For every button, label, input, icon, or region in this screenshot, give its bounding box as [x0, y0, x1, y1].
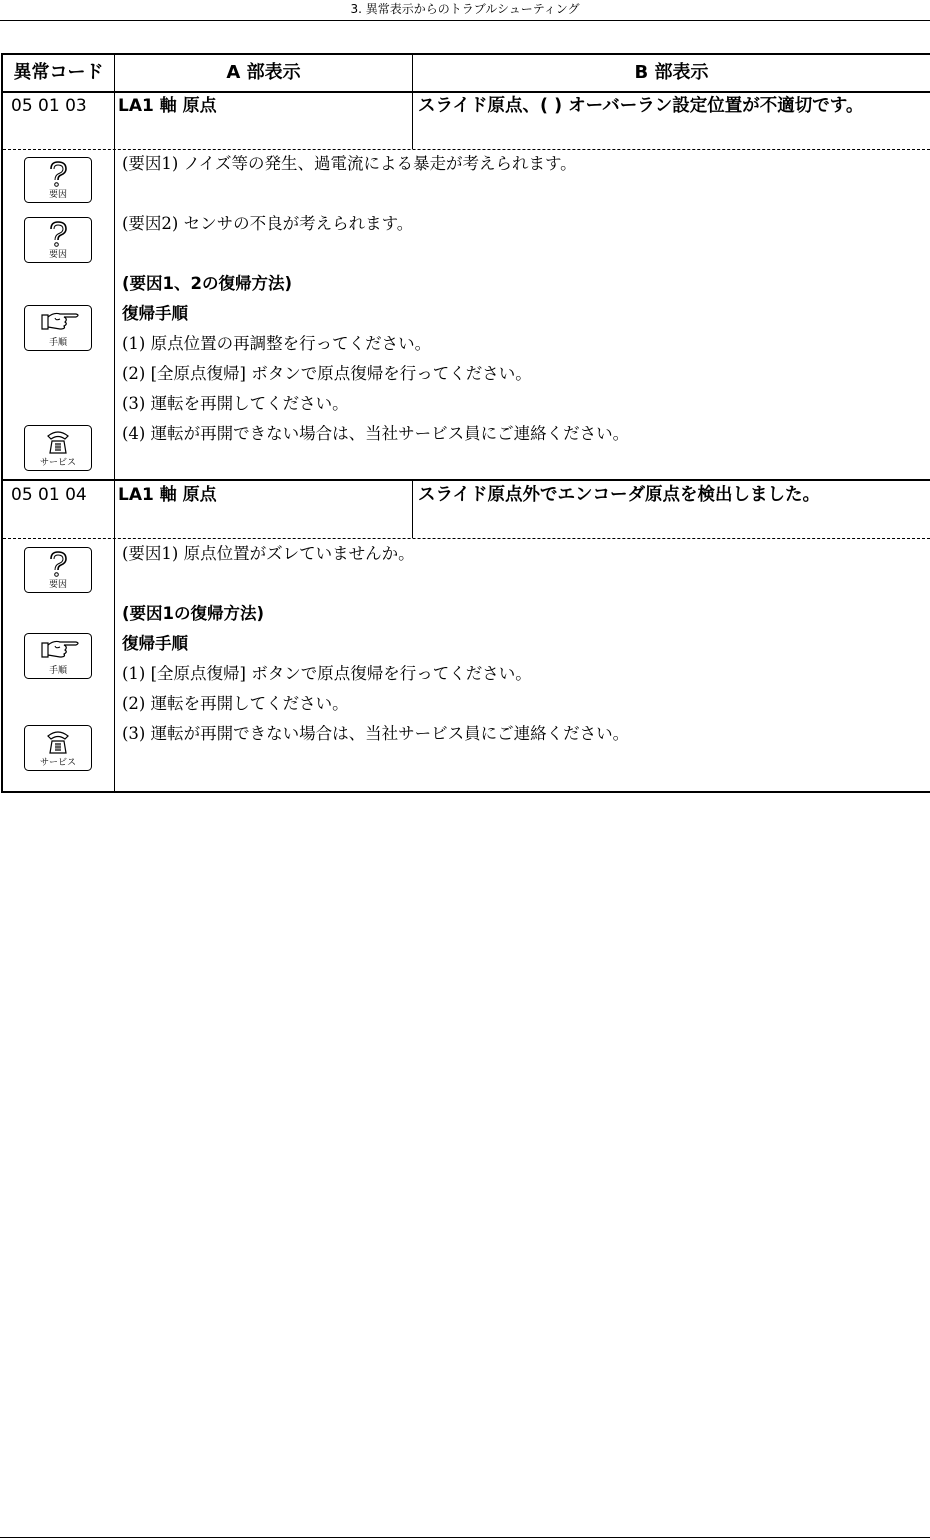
a-display-text: LA1 軸 原点: [118, 96, 217, 116]
column-divider-ab: [412, 481, 413, 538]
pointing-hand-icon: [24, 307, 92, 335]
header-divider: [3, 91, 930, 93]
error-code: 05 01 04: [11, 485, 87, 505]
telephone-icon: [24, 727, 92, 755]
b-display-text: スライド原点、( ) オーバーラン設定位置が不適切です。: [418, 96, 864, 116]
icon-label: サービス: [39, 458, 76, 468]
cause-icon-box: [24, 217, 92, 263]
procedure-icon-box: [24, 305, 92, 351]
icon-label: サービス: [39, 758, 76, 768]
procedure-step: (2) [全原点復帰] ボタンで原点復帰を行ってください。: [122, 364, 532, 383]
page-footer-rule: [0, 1537, 930, 1538]
procedure-title: 復帰手順: [122, 304, 188, 323]
cause-text: (要因2) センサの不良が考えられます。: [122, 214, 414, 233]
procedure-step: (1) 原点位置の再調整を行ってください。: [122, 334, 432, 353]
cause-icon-box: [24, 547, 92, 593]
pointing-hand-icon: [24, 635, 92, 663]
procedure-step: (4) 運転が再開できない場合は、当社サービス員にご連絡ください。: [122, 424, 630, 443]
icon-label: 要因: [48, 190, 67, 200]
icon-label: 要因: [48, 580, 67, 590]
cause-text: (要因1) ノイズ等の発生、過電流による暴走が考えられます。: [122, 154, 577, 173]
telephone-icon: [24, 427, 92, 455]
procedure-title: 復帰手順: [122, 634, 188, 653]
icon-label: 手順: [48, 338, 67, 348]
a-display-text: LA1 軸 原点: [118, 485, 217, 505]
cause-icon-box: [24, 157, 92, 203]
procedure-step: (2) 運転を再開してください。: [122, 694, 349, 713]
entry-divider: [3, 149, 930, 150]
icon-label: 要因: [48, 250, 67, 260]
error-table: [1, 53, 930, 793]
service-icon-box: [24, 725, 92, 771]
error-code: 05 01 03: [11, 96, 87, 116]
procedure-step: (3) 運転を再開してください。: [122, 394, 349, 413]
procedure-step: (3) 運転が再開できない場合は、当社サービス員にご連絡ください。: [122, 724, 630, 743]
cause-text: (要因1) 原点位置がズレていませんか。: [122, 544, 415, 563]
question-mark-icon: [24, 219, 92, 247]
b-display-text: スライド原点外でエンコーダ原点を検出しました。: [418, 485, 820, 505]
recovery-title: (要因1の復帰方法): [122, 604, 265, 623]
page-header: 3. 異常表示からのトラブルシューティング: [0, 0, 930, 21]
question-mark-icon: [24, 549, 92, 577]
icon-label: 手順: [48, 666, 67, 676]
column-divider-code: [114, 55, 115, 791]
service-icon-box: [24, 425, 92, 471]
entry-separator: [3, 479, 930, 481]
procedure-icon-box: [24, 633, 92, 679]
recovery-title: (要因1、2の復帰方法): [122, 274, 293, 293]
header-a: A 部表示: [226, 62, 301, 83]
entry-divider: [3, 538, 930, 539]
header-b: B 部表示: [634, 62, 709, 83]
header-code: 異常コード: [13, 62, 104, 83]
procedure-step: (1) [全原点復帰] ボタンで原点復帰を行ってください。: [122, 664, 532, 683]
question-mark-icon: [24, 159, 92, 187]
column-divider-ab: [412, 92, 413, 149]
